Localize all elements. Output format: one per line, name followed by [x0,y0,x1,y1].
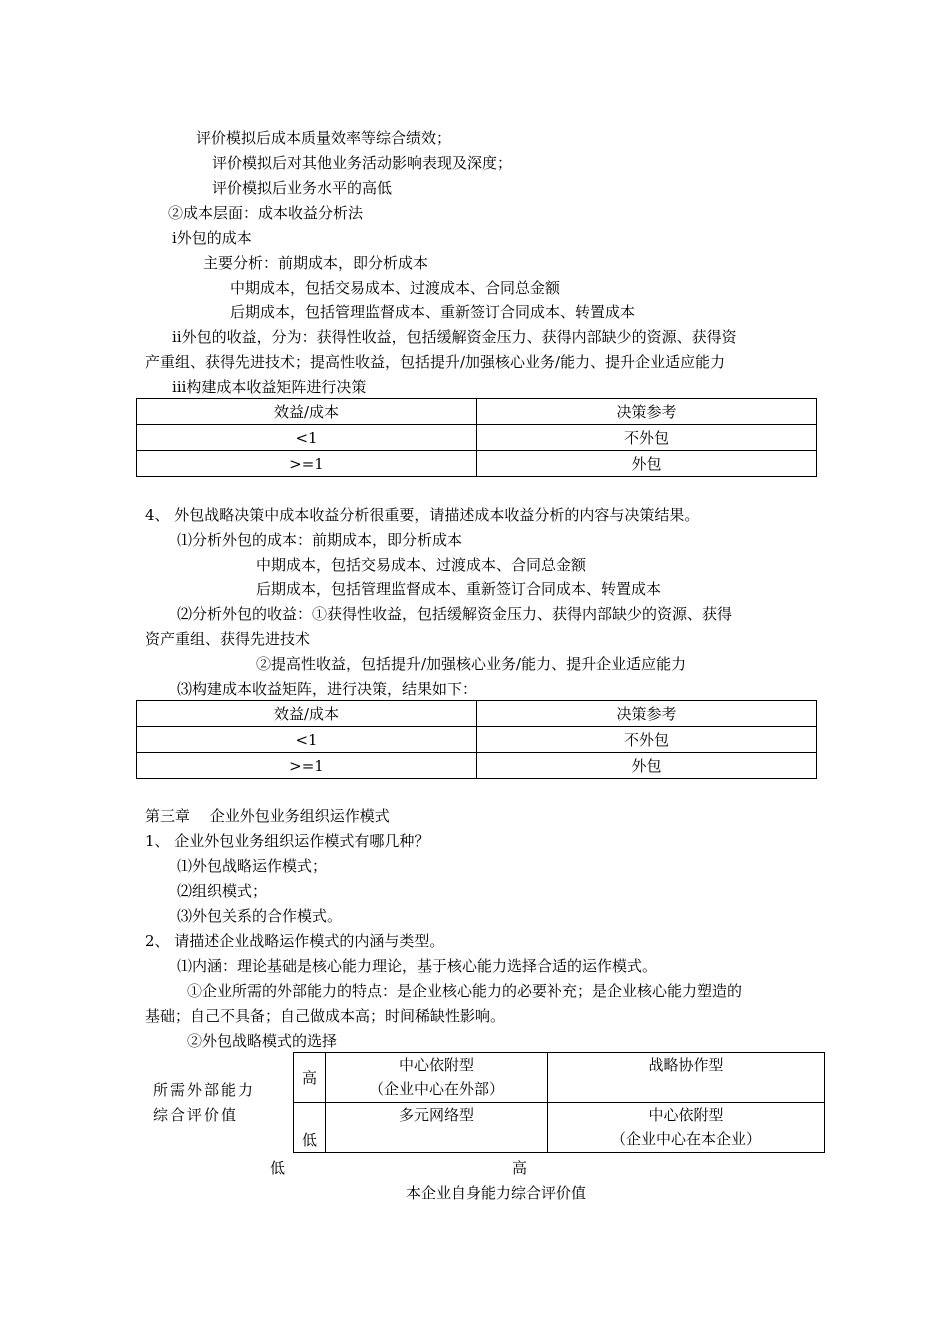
text-line: ⅲ构建成本收益矩阵进行决策 [172,378,367,396]
chapter-heading: 第三章 企业外包业务组织运作模式 [145,807,390,825]
matrix-cell-bottom-right [548,1103,825,1153]
list-item: ⑵组织模式； [177,882,268,900]
text-line: 评价模拟后对其他业务活动影响表现及深度； [212,154,513,172]
question-title: 1、 企业外包业务组织运作模式有哪几种？ [145,832,430,850]
matrix-x-high: 高 [512,1159,528,1177]
text-line: ⑵分析外包的收益：①获得性收益，包括缓解资金压力、获得内部缺少的资源、获得 [177,605,733,623]
table-cell: 外包 [477,753,817,779]
table-cell: <1 [137,425,477,451]
cell-title: 中心依附型 [398,1056,474,1074]
text-line: ⑴内涵：理论基础是核心能力理论，基于核心能力选择合适的运作模式。 [177,957,658,975]
text-line: ②成本层面：成本收益分析法 [168,204,364,222]
table-cell: >=1 [137,451,477,477]
table-cell: 不外包 [477,727,817,753]
matrix-y-low: 低 [294,1103,326,1153]
matrix-y-label: 所需外部能力 [153,1081,256,1099]
table-header: 决策参考 [477,399,817,425]
text-line: 中期成本，包括交易成本、过渡成本、合同总金额 [230,279,561,297]
text-line: ⑴分析外包的成本：前期成本，即分析成本 [177,531,463,549]
question-title: 2、 请描述企业战略运作模式的内涵与类型。 [145,932,445,950]
text-line: 后期成本，包括管理监督成本、重新签订合同成本、转置成本 [256,580,662,598]
table-cell: 外包 [477,451,817,477]
cell-subtitle: （企业中心在本企业） [610,1130,761,1148]
list-item: ⑴外包战略运作模式； [177,857,328,875]
text-line: ⅱ外包的收益，分为：获得性收益，包括缓解资金压力、获得内部缺少的资源、获得资 [172,328,737,346]
matrix-x-label: 本企业自身能力综合评价值 [406,1184,587,1202]
table-cell: >=1 [137,753,477,779]
cell-title: 中心依附型 [648,1106,724,1124]
matrix-x-low: 低 [270,1159,286,1177]
text-line: 评价模拟后成本质量效率等综合绩效； [196,129,452,147]
list-item: ⑶外包关系的合作模式。 [177,907,343,925]
matrix-cell-top-left [326,1053,548,1103]
matrix-y-label: 综合评价值 [153,1106,239,1124]
text-line: 资产重组、获得先进技术 [145,630,311,648]
strategy-matrix [293,1052,825,1153]
table-header: 效益/成本 [137,399,477,425]
text-line: ⑶构建成本收益矩阵，进行决策，结果如下： [177,680,478,698]
table-cell: 不外包 [477,425,817,451]
text-line: 产重组、获得先进技术；提高性收益，包括提升/加强核心业务/能力、提升企业适应能力 [145,353,726,371]
text-line: 基础；自己不具备；自己做成本高；时间稀缺性影响。 [145,1007,506,1025]
matrix-cell-top-right [548,1053,825,1103]
text-line: ②外包战略模式的选择 [187,1032,338,1050]
table-cell: <1 [137,727,477,753]
text-line: 后期成本，包括管理监督成本、重新签订合同成本、转置成本 [230,303,636,321]
text-line: ⅰ外包的成本 [172,229,252,247]
text-line: ①企业所需的外部能力的特点：是企业核心能力的必要补充；是企业核心能力塑造的 [187,982,743,1000]
text-line: 中期成本，包括交易成本、过渡成本、合同总金额 [256,556,587,574]
text-line: ②提高性收益，包括提升/加强核心业务/能力、提升企业适应能力 [256,655,687,673]
cell-subtitle: （企业中心在外部） [368,1080,504,1098]
matrix-cell-bottom-left [326,1103,548,1153]
cost-benefit-table [136,398,817,477]
cell-title: 多元网络型 [398,1106,474,1124]
text-line: 主要分析：前期成本，即分析成本 [203,254,429,272]
cost-benefit-table-2 [136,700,817,779]
question-title: 4、 外包战略决策中成本收益分析很重要，请描述成本收益分析的内容与决策结果。 [145,506,700,524]
matrix-y-high: 高 [294,1053,326,1103]
table-header: 决策参考 [477,701,817,727]
table-header: 效益/成本 [137,701,477,727]
text-line: 评价模拟后业务水平的高低 [212,179,393,197]
cell-title: 战略协作型 [648,1056,724,1074]
